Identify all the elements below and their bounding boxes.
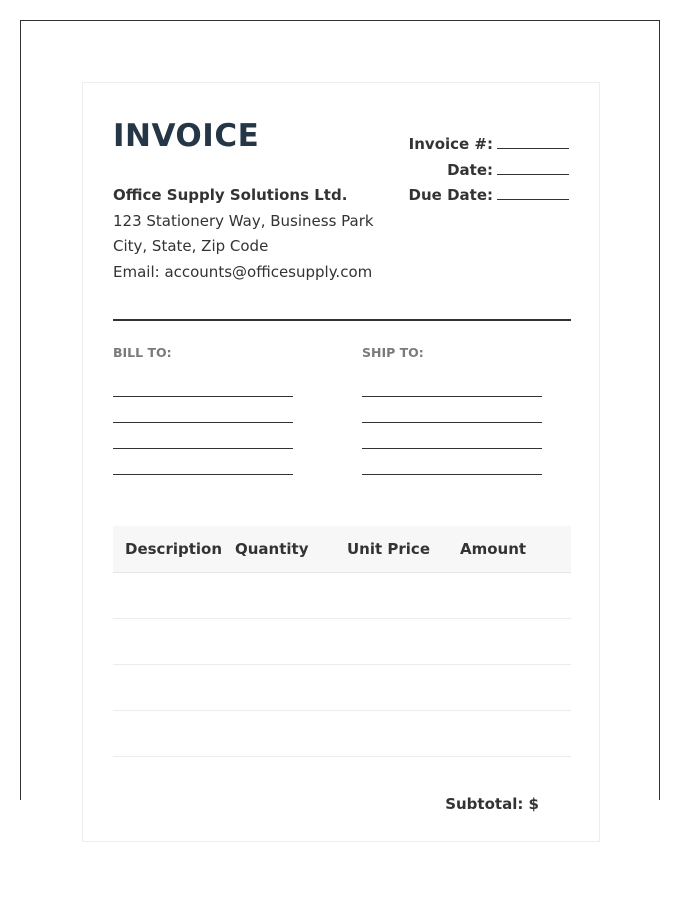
subtotal-label: Subtotal: $ <box>445 795 539 813</box>
table-row <box>113 619 571 665</box>
document-viewport <box>20 20 660 813</box>
due-date-blank <box>497 187 569 200</box>
header-divider <box>113 319 571 321</box>
ship-to-section <box>362 345 562 475</box>
column-header-unit-price: Unit Price <box>335 526 448 573</box>
invoice-number-row <box>409 132 569 158</box>
table-row <box>113 665 571 711</box>
table-body <box>113 573 571 757</box>
date-blank <box>497 162 569 175</box>
bill-to-section <box>113 345 313 475</box>
invoice-sheet <box>82 82 600 842</box>
due-date-label: Due Date: <box>408 186 493 204</box>
company-email: Email: accounts@officesupply.com <box>113 262 373 281</box>
bill-to-line <box>113 422 293 423</box>
ship-to-line <box>362 396 542 397</box>
bill-to-line <box>113 474 293 475</box>
ship-to-line <box>362 448 542 449</box>
line-items-table <box>113 526 571 757</box>
date-label: Date: <box>447 160 493 179</box>
bill-to-line <box>113 448 293 449</box>
ship-to-line <box>362 422 542 423</box>
column-header-quantity: Quantity <box>223 526 335 573</box>
table-row <box>113 573 571 619</box>
ship-to-label: SHIP TO: <box>362 345 424 360</box>
date-row <box>409 158 569 184</box>
bill-to-line <box>113 396 293 397</box>
ship-to-line <box>362 474 542 475</box>
due-date-row <box>409 183 569 209</box>
invoice-title: INVOICE <box>113 118 260 154</box>
table-row <box>113 711 571 757</box>
bill-to-label: BILL TO: <box>113 345 172 360</box>
company-address: 123 Stationery Way, Business Park <box>113 211 374 230</box>
column-header-amount: Amount <box>448 526 571 573</box>
invoice-number-label: Invoice #: <box>408 135 493 153</box>
company-name: Office Supply Solutions Ltd. <box>113 186 348 204</box>
invoice-meta <box>409 132 569 209</box>
column-header-description: Description <box>113 526 223 573</box>
table-header-row <box>113 526 571 573</box>
company-info <box>113 183 374 285</box>
company-city: City, State, Zip Code <box>113 237 269 255</box>
invoice-number-blank <box>497 136 569 149</box>
